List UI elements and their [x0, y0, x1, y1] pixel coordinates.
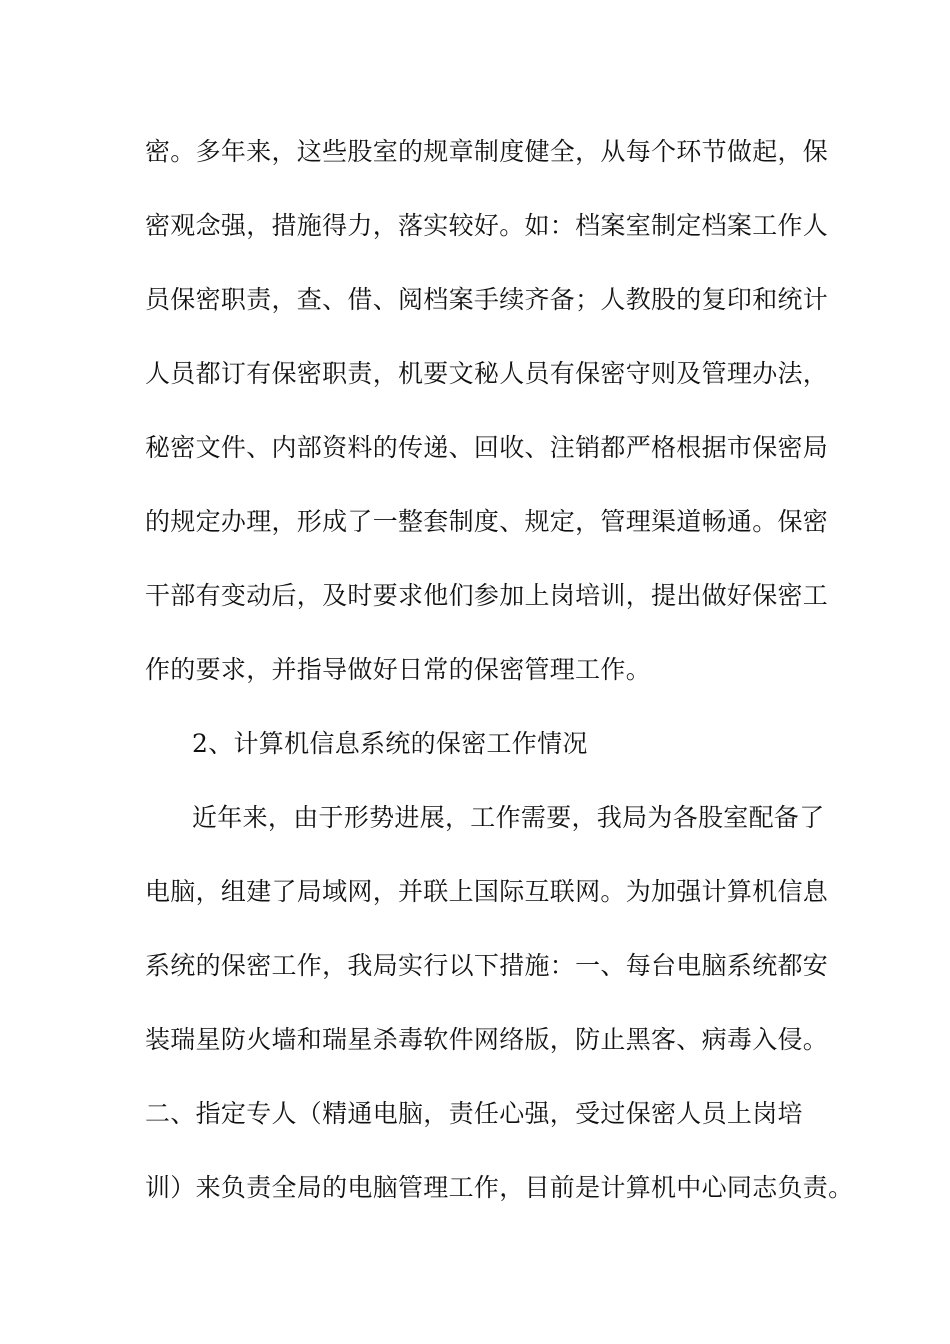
text-line: 作的要求，并指导做好日常的保密管理工作。	[145, 655, 652, 684]
text-line: 系统的保密工作，我局实行以下措施：一、每台电脑系统都安	[145, 951, 829, 980]
text-line: 密。多年来，这些股室的规章制度健全，从每个环节做起，保	[145, 137, 829, 166]
text-line: 人员都订有保密职责，机要文秘人员有保密守则及管理办法，	[145, 359, 829, 388]
text-line: 装瑞星防火墙和瑞星杀毒软件网络版，防止黑客、病毒入侵。	[145, 1025, 829, 1054]
text-line: 秘密文件、内部资料的传递、回收、注销都严格根据市保密局	[145, 433, 829, 462]
text-line: 电脑，组建了局域网，并联上国际互联网。为加强计算机信息	[145, 877, 829, 906]
text-line: 干部有变动后，及时要求他们参加上岗培训，提出做好保密工	[145, 581, 829, 610]
section-heading: 2、计算机信息系统的保密工作情况	[192, 729, 588, 758]
text-line: 近年来，由于形势进展，工作需要，我局为各股室配备了	[192, 803, 825, 832]
text-line: 员保密职责，查、借、阅档案手续齐备；人教股的复印和统计	[145, 285, 829, 314]
text-line: 密观念强，措施得力，落实较好。如：档案室制定档案工作人	[145, 211, 829, 240]
text-line: 的规定办理，形成了一整套制度、规定，管理渠道畅通。保密	[145, 507, 829, 536]
text-line: 训）来负责全局的电脑管理工作，目前是计算机中心同志负责。	[145, 1173, 854, 1202]
text-line: 二、指定专人（精通电脑，责任心强，受过保密人员上岗培	[145, 1099, 803, 1128]
